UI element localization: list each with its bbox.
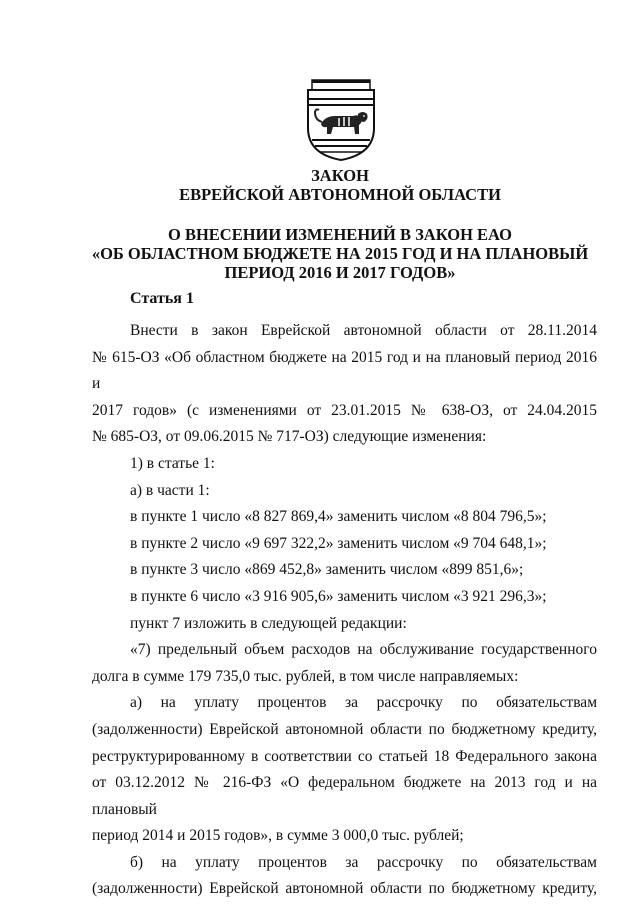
article-body [92, 318, 597, 903]
law-subject-line-3: ПЕРИОД 2016 И 2017 ГОДОВ» [224, 263, 456, 282]
paragraph-line: а) на уплату процентов за рассрочку по обязательствам [130, 694, 597, 712]
law-heading: ЗАКОН [311, 166, 369, 185]
paragraph-line: (задолженности) Еврейской автономной области по бюджетному кредиту, [92, 880, 597, 898]
list-item: в пункте 6 число «3 916 905,6» заменить числом «3 921 296,3»; [130, 587, 547, 605]
paragraph-line: период 2014 и 2015 годов», в сумме 3 000,0 тыс. рублей; [92, 827, 464, 845]
article-heading: Статья 1 [130, 290, 194, 307]
paragraph-line: № 685-ОЗ, от 09.06.2015 № 717-ОЗ) следующие изменения: [92, 428, 487, 446]
paragraph-line: реструктурированному в соответствии со статьей 18 Федерального закона [92, 747, 597, 765]
paragraph-line: Внести в закон Еврейской автономной области от 28.11.2014 [130, 322, 597, 339]
list-item: 1) в статье 1: [130, 454, 215, 472]
paragraph-line: б) на уплату процентов за рассрочку по обязательствам [130, 853, 597, 871]
law-subject-line-1: О ВНЕСЕНИИ ИЗМЕНЕНИЙ В ЗАКОН ЕАО [168, 225, 512, 244]
list-item: в пункте 1 число «8 827 869,4» заменить числом «8 804 796,5»; [130, 508, 547, 526]
list-item: пункт 7 изложить в следующей редакции: [130, 614, 407, 632]
paragraph-line: (задолженности) Еврейской автономной области по бюджетному кредиту, [92, 720, 597, 738]
coat-of-arms-emblem [303, 78, 379, 162]
law-title-block [60, 166, 620, 282]
paragraph-line: 2017 годов» (с изменениями от 23.01.2015 № 638-ОЗ, от 24.04.2015 [92, 401, 597, 419]
list-item: в пункте 3 число «869 452,8» заменить числом «899 851,6»; [130, 561, 524, 579]
paragraph-line: долга в сумме 179 735,0 тыс. рублей, в том числе направляемых: [92, 667, 519, 685]
paragraph-line: № 615-ОЗ «Об областном бюджете на 2015 год и на плановый период 2016 и [92, 348, 597, 393]
law-subject-line-2: «ОБ ОБЛАСТНОМ БЮДЖЕТЕ НА 2015 ГОД И НА ПЛАНОВЫЙ [91, 244, 589, 263]
list-item: в пункте 2 число «9 697 322,2» заменить числом «9 704 648,1»; [130, 534, 547, 552]
list-item: а) в части 1: [130, 481, 210, 499]
tiger-shield-icon [303, 78, 379, 162]
paragraph-line: «7) предельный объем расходов на обслуживание государственного [130, 641, 597, 659]
region-heading: ЕВРЕЙСКОЙ АВТОНОМНОЙ ОБЛАСТИ [179, 185, 501, 204]
paragraph-line: от 03.12.2012 № 216-ФЗ «О федеральном бюджете на 2013 год и на плановый [92, 774, 597, 818]
